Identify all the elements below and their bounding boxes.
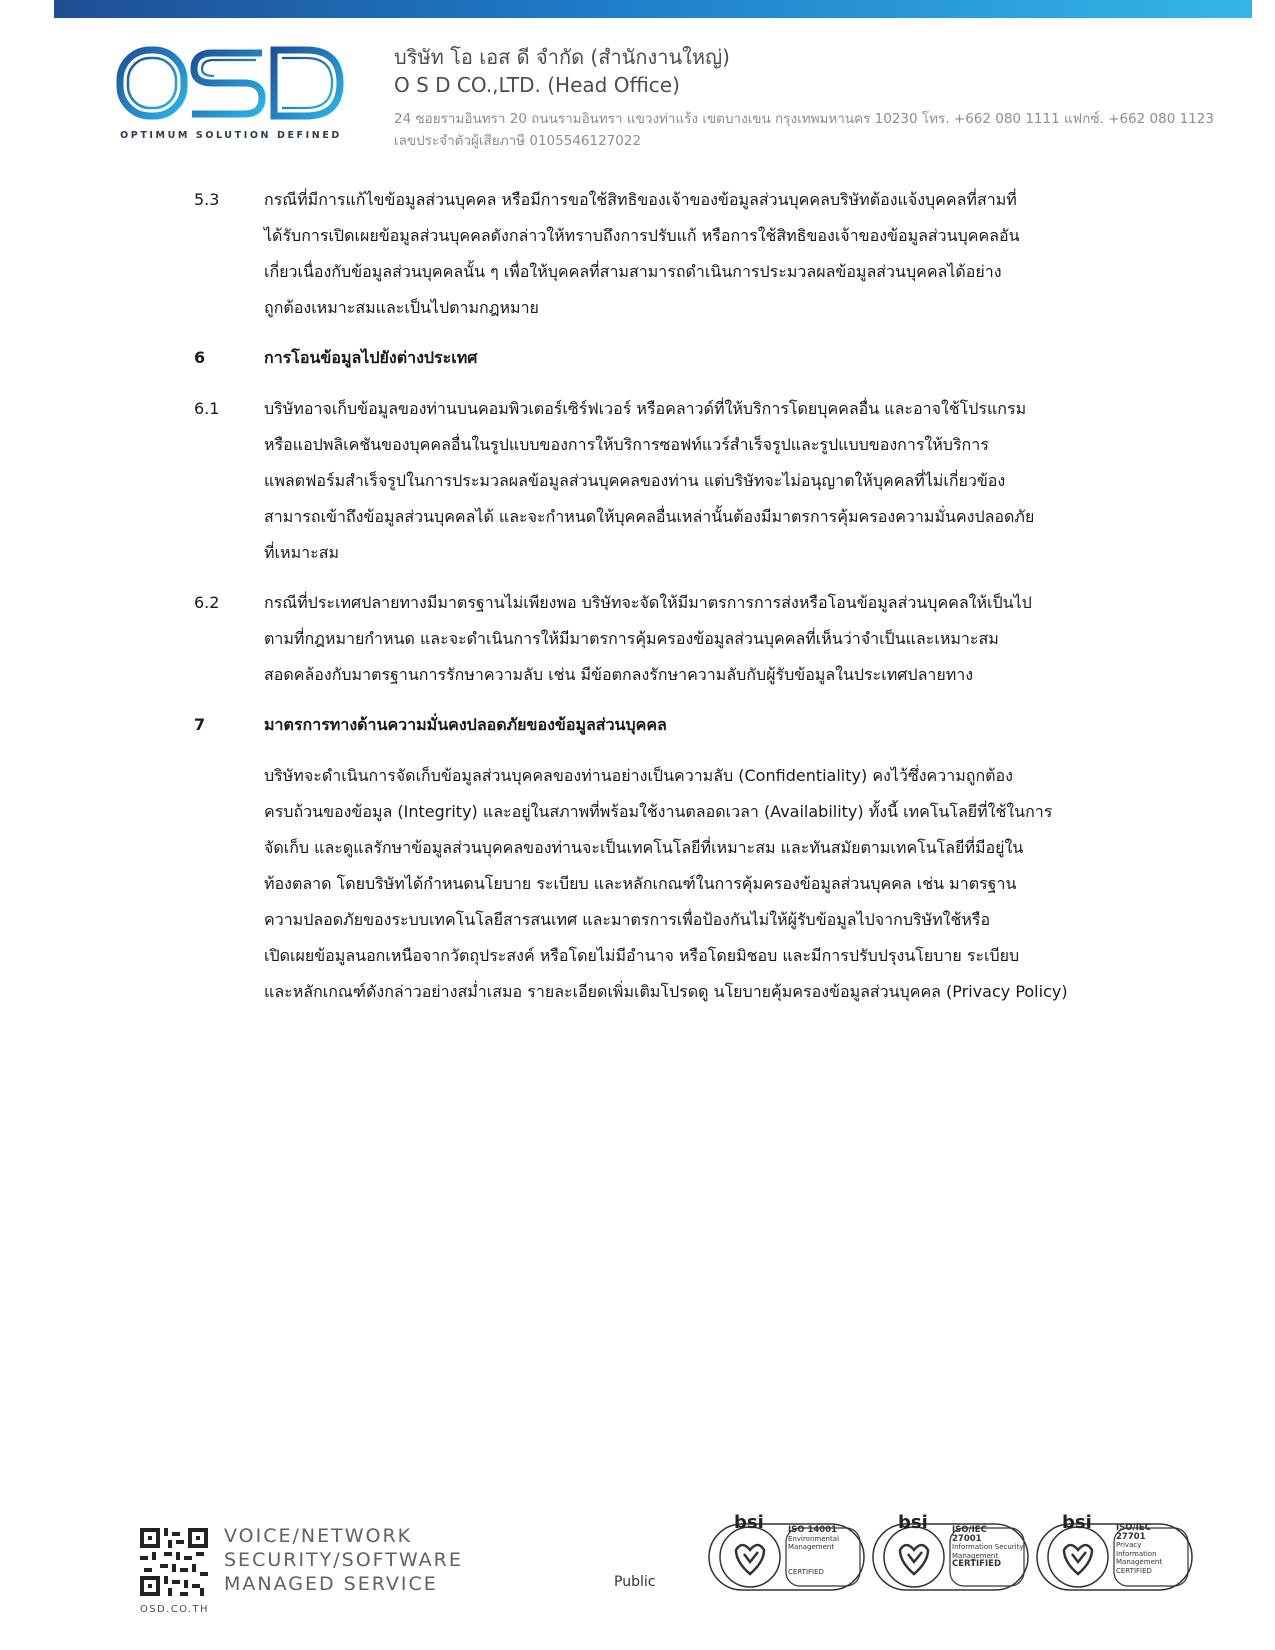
section-heading: มาตรการทางด้านความมั่นคงปลอดภัยของข้อมูลส่วนบุคคล <box>264 715 667 734</box>
text-line: กรณีที่มีการแก้ไขข้อมูลส่วนบุคคล หรือมีการขอใช้สิทธิของเจ้าของข้อมูลส่วนบุคคลบริษัทต้องแจ้งบุคคลที่สามที่ <box>264 190 1017 209</box>
osd-logo <box>116 44 346 142</box>
text-line: หรือแอปพลิเคชันของบุคคลอื่นในรูปแบบของการให้บริการซอฟท์แวร์สำเร็จรูปและรูปแบบของการให้บริการ <box>264 435 989 454</box>
text-line: เกี่ยวเนื่องกับข้อมูลส่วนบุคคลนั้น ๆ เพื่อให้บุคคลที่สามสามารถดำเนินการประมวลผลข้อมูลส่วนบุคคลได้อย่าง <box>264 262 1002 281</box>
section-7-heading <box>194 707 1094 743</box>
section-6-2 <box>194 585 1094 693</box>
text-line: สอดคล้องกับมาตรฐานการรักษาความลับ เช่น มีข้อตกลงรักษาความลับกับผู้รับข้อมูลในประเทศปลายทาง <box>264 665 974 684</box>
bsi-iso-27701-badge <box>1036 1512 1194 1592</box>
bsi-logo: bsi <box>1062 1512 1092 1533</box>
bsi-logo: bsi <box>898 1512 928 1533</box>
section-number: 7 <box>194 715 206 734</box>
text-line: กรณีที่ประเทศปลายทางมีมาตรฐานไม่เพียงพอ บริษัทจะจัดให้มีมาตรการการส่งหรือโอนข้อมูลส่วนบุคคลให้เป็นไป <box>264 593 1032 612</box>
bsi-iso-27001-badge <box>872 1512 1030 1592</box>
section-text <box>264 182 1094 326</box>
section-number: 6.2 <box>194 593 220 612</box>
text-line: ตามที่กฎหมายกำหนด และจะดำเนินการให้มีมาตรการคุ้มครองข้อมูลส่วนบุคคลที่เห็นว่าจำเป็นและเหมาะสม <box>264 629 999 648</box>
section-number: 5.3 <box>194 190 220 209</box>
section-5-3 <box>194 182 1094 326</box>
certification-text: ISO/IEC 27701 Privacy Information Management CERTIFIED <box>1116 1523 1163 1575</box>
website-caption: OSD.CO.TH <box>140 1604 209 1615</box>
text-line: ถูกต้องเหมาะสมและเป็นไปตามกฎหมาย <box>264 298 539 317</box>
services-list <box>224 1524 463 1596</box>
section-text <box>264 758 1094 1010</box>
header-accent-bar <box>54 0 1252 18</box>
text-line: จัดเก็บ และดูแลรักษาข้อมูลส่วนบุคคลของท่านจะเป็นเทคโนโลยีที่เหมาะสม และทันสมัยตามเทคโนโลยีที่มีอยู่ใน <box>264 838 1024 857</box>
bsi-iso-14001-badge <box>708 1512 866 1592</box>
service-item: SECURITY/SOFTWARE <box>224 1549 463 1571</box>
company-info <box>394 44 1214 152</box>
document-body <box>194 182 1094 1010</box>
service-item: MANAGED SERVICE <box>224 1573 438 1595</box>
text-line: ที่เหมาะสม <box>264 543 339 562</box>
company-address: 24 ซอยรามอินทรา 20 ถนนรามอินทรา แขวงท่าแร้ง เขตบางเขน กรุงเทพมหานคร 10230 โทร. +662 080 1111 แฟกซ์. +662 080 1123 <box>394 111 1214 127</box>
company-name-thai: บริษัท โอ เอส ดี จำกัด (สำนักงานใหญ่) <box>394 45 730 69</box>
text-line: บริษัทจะดำเนินการจัดเก็บข้อมูลส่วนบุคคลของท่านอย่างเป็นความลับ (Confidentiality) คงไว้ซึ่งความถูกต้อง <box>264 766 1013 785</box>
section-6-heading <box>194 340 1094 376</box>
section-6-1 <box>194 391 1094 571</box>
section-text <box>264 585 1094 693</box>
text-line: เปิดเผยข้อมูลนอกเหนือจากวัตถุประสงค์ หรือโดยไม่มีอำนาจ หรือโดยมิชอบ และมีการปรับปรุงนโยบาย ระเบียบ <box>264 946 1020 965</box>
text-line: ท้องตลาด โดยบริษัทได้กำหนดนโยบาย ระเบียบ และหลักเกณฑ์ในการคุ้มครองข้อมูลส่วนบุคคล เช่น มาตรฐาน <box>264 874 1017 893</box>
certification-text: ISO/IEC 27001 Information Security Management CERTIFIED <box>952 1525 1024 1569</box>
text-line: สามารถเข้าถึงข้อมูลส่วนบุคคลได้ และจะกำหนดให้บุคคลอื่นเหล่านั้นต้องมีมาตรการคุ้มครองความมั่นคงปลอดภัย <box>264 507 1035 526</box>
qr-code <box>140 1528 208 1596</box>
text-line: แพลตฟอร์มสำเร็จรูปในการประมวลผลข้อมูลส่วนบุคคลของท่าน แต่บริษัทจะไม่อนุญาตให้บุคคลที่ไม่เกี่ยวข้อง <box>264 471 1006 490</box>
company-name-english: O S D CO.,LTD. (Head Office) <box>394 73 680 97</box>
text-line: ความปลอดภัยของระบบเทคโนโลยีสารสนเทศ และมาตรการเพื่อป้องกันไม่ให้ผู้รับข้อมูลไปจากบริษัทใช้หรือ <box>264 910 991 929</box>
section-7-body <box>194 758 1094 1010</box>
bsi-logo: bsi <box>734 1512 764 1533</box>
section-number: 6.1 <box>194 399 220 418</box>
section-heading: การโอนข้อมูลไปยังต่างประเทศ <box>264 348 478 367</box>
text-line: และหลักเกณฑ์ดังกล่าวอย่างสม่ำเสมอ รายละเอียดเพิ่มเติมโปรดดู นโยบายคุ้มครองข้อมูลส่วนบุคคล (Privacy Policy) <box>264 982 1068 1001</box>
text-line: บริษัทอาจเก็บข้อมูลของท่านบนคอมพิวเตอร์เซิร์ฟเวอร์ หรือคลาวด์ที่ให้บริการโดยบุคคลอื่น และอาจใช้โปรแกรม <box>264 399 1027 418</box>
section-text <box>264 391 1094 571</box>
text-line: ได้รับการเปิดเผยข้อมูลส่วนบุคคลดังกล่าวให้ทราบถึงการปรับแก้ หรือการใช้สิทธิของเจ้าของข้อมูลส่วนบุคคลอัน <box>264 226 1020 245</box>
certification-text: ISO 14001 Environmental Management CERTIFIED <box>788 1525 839 1576</box>
text-line: ครบถ้วนของข้อมูล (Integrity) และอยู่ในสภาพที่พร้อมใช้งานตลอดเวลา (Availability) ทั้งนี้ เทคโนโลยีที่ใช้ในการ <box>264 802 1053 821</box>
company-tax-id: เลขประจำตัวผู้เสียภาษี 0105546127022 <box>394 133 642 149</box>
classification-label: Public <box>614 1574 656 1590</box>
section-number: 6 <box>194 348 206 367</box>
service-item: VOICE/NETWORK <box>224 1525 413 1547</box>
logo-tagline: OPTIMUM SOLUTION DEFINED <box>120 130 342 141</box>
